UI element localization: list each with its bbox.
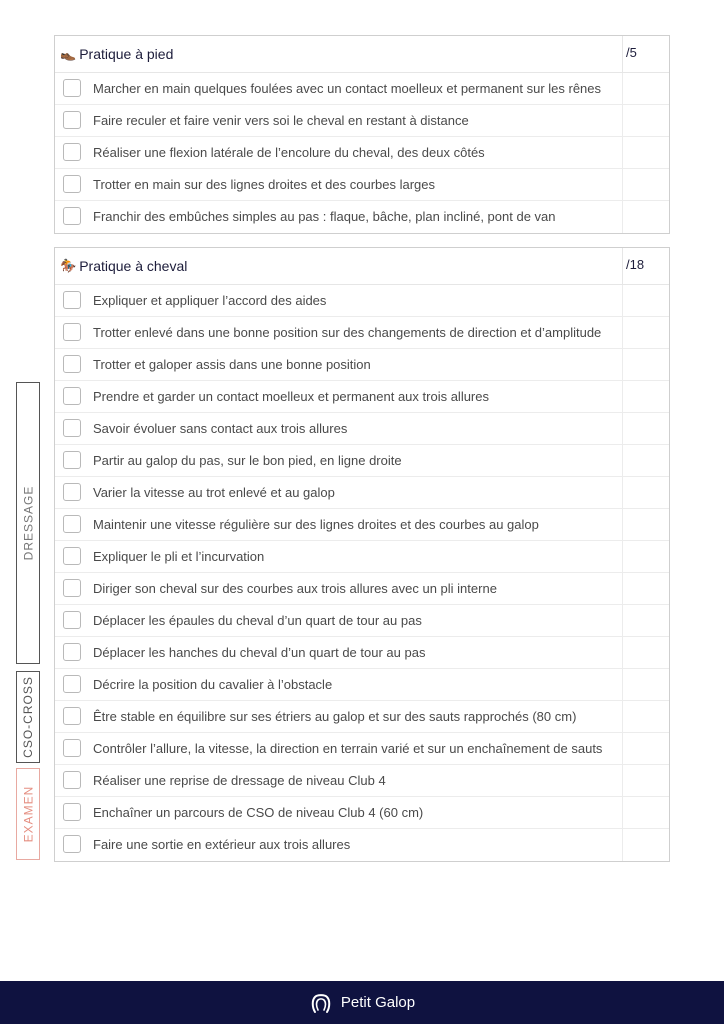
checklist bbox=[55, 73, 669, 233]
tab-examen[interactable] bbox=[16, 768, 40, 860]
score-cell bbox=[622, 573, 669, 604]
checklist-item bbox=[55, 317, 669, 349]
checklist-item bbox=[55, 201, 669, 233]
checklist-item bbox=[55, 73, 669, 105]
section-header bbox=[55, 36, 669, 73]
boot-icon: 👞 bbox=[60, 46, 77, 61]
item-checkbox[interactable] bbox=[63, 515, 81, 533]
section-score: /18 bbox=[622, 248, 669, 284]
item-checkbox[interactable] bbox=[63, 451, 81, 469]
item-label: Décrire la position du cavalier à l’obstacle bbox=[93, 677, 333, 692]
score-cell bbox=[622, 285, 669, 316]
item-label: Savoir évoluer sans contact aux trois allures bbox=[93, 421, 348, 436]
tab-label: CSO-CROSS bbox=[21, 676, 35, 758]
item-label: Maintenir une vitesse régulière sur des lignes droites et des courbes au galop bbox=[93, 517, 539, 532]
item-label: Trotter et galoper assis dans une bonne position bbox=[93, 357, 371, 372]
checklist-item bbox=[55, 105, 669, 137]
score-cell bbox=[622, 105, 669, 136]
item-label: Marcher en main quelques foulées avec un contact moelleux et permanent sur les rênes bbox=[93, 81, 602, 96]
section-pratique-a-cheval bbox=[54, 247, 670, 862]
checklist-item bbox=[55, 637, 669, 669]
checklist-item bbox=[55, 669, 669, 701]
item-checkbox[interactable] bbox=[63, 771, 81, 789]
score-cell bbox=[622, 349, 669, 380]
section-title: Pratique à cheval bbox=[79, 258, 188, 274]
item-checkbox[interactable] bbox=[63, 707, 81, 725]
item-checkbox[interactable] bbox=[63, 419, 81, 437]
tab-label: EXAMEN bbox=[21, 785, 35, 843]
section-pratique-a-pied bbox=[54, 35, 670, 234]
item-checkbox[interactable] bbox=[63, 355, 81, 373]
horseshoe-icon bbox=[309, 991, 333, 1015]
score-cell bbox=[622, 169, 669, 200]
item-checkbox[interactable] bbox=[63, 611, 81, 629]
score-cell bbox=[622, 733, 669, 764]
score-cell bbox=[622, 413, 669, 444]
footer bbox=[0, 981, 724, 1024]
score-cell bbox=[622, 541, 669, 572]
checklist-item bbox=[55, 349, 669, 381]
item-label: Partir au galop du pas, sur le bon pied, en ligne droite bbox=[93, 453, 402, 468]
item-label: Réaliser une flexion latérale de l’encolure du cheval, des deux côtés bbox=[93, 145, 485, 160]
item-label: Expliquer et appliquer l’accord des aides bbox=[93, 293, 327, 308]
checklist-item bbox=[55, 285, 669, 317]
item-checkbox[interactable] bbox=[63, 579, 81, 597]
score-cell bbox=[622, 797, 669, 828]
checklist-item bbox=[55, 509, 669, 541]
score-cell bbox=[622, 669, 669, 700]
item-label: Déplacer les hanches du cheval d’un quart de tour au pas bbox=[93, 645, 426, 660]
item-label: Faire une sortie en extérieur aux trois allures bbox=[93, 837, 351, 852]
item-label: Trotter en main sur des lignes droites et des courbes larges bbox=[93, 177, 436, 192]
horse-rider-icon: 🏇 bbox=[60, 258, 77, 273]
item-label: Trotter enlevé dans une bonne position sur des changements de direction et d’amplitude bbox=[93, 325, 602, 340]
item-checkbox[interactable] bbox=[63, 143, 81, 161]
checklist-item bbox=[55, 381, 669, 413]
item-checkbox[interactable] bbox=[63, 323, 81, 341]
item-checkbox[interactable] bbox=[63, 387, 81, 405]
item-checkbox[interactable] bbox=[63, 291, 81, 309]
score-cell bbox=[622, 509, 669, 540]
checklist-item bbox=[55, 445, 669, 477]
score-cell bbox=[622, 605, 669, 636]
item-checkbox[interactable] bbox=[63, 643, 81, 661]
item-label: Déplacer les épaules du cheval d’un quart de tour au pas bbox=[93, 613, 422, 628]
section-score: /5 bbox=[622, 36, 669, 72]
score-cell bbox=[622, 137, 669, 168]
checklist-item bbox=[55, 413, 669, 445]
item-checkbox[interactable] bbox=[63, 547, 81, 565]
item-checkbox[interactable] bbox=[63, 803, 81, 821]
item-checkbox[interactable] bbox=[63, 675, 81, 693]
checklist-item bbox=[55, 701, 669, 733]
item-label: Faire reculer et faire venir vers soi le cheval en restant à distance bbox=[93, 113, 469, 128]
checklist-item bbox=[55, 765, 669, 797]
score-cell bbox=[622, 445, 669, 476]
item-checkbox[interactable] bbox=[63, 79, 81, 97]
checklist-item bbox=[55, 797, 669, 829]
tab-label: DRESSAGE bbox=[21, 485, 35, 561]
score-cell bbox=[622, 701, 669, 732]
score-cell bbox=[622, 201, 669, 233]
checklist-item bbox=[55, 605, 669, 637]
score-cell bbox=[622, 829, 669, 861]
item-label: Réaliser une reprise de dressage de niveau Club 4 bbox=[93, 773, 386, 788]
brand-name: Petit Galop bbox=[340, 994, 416, 1011]
section-header bbox=[55, 248, 669, 285]
checklist-item bbox=[55, 541, 669, 573]
checklist-item bbox=[55, 829, 669, 861]
item-checkbox[interactable] bbox=[63, 111, 81, 129]
checklist-item bbox=[55, 733, 669, 765]
score-cell bbox=[622, 381, 669, 412]
item-checkbox[interactable] bbox=[63, 175, 81, 193]
item-checkbox[interactable] bbox=[63, 739, 81, 757]
score-cell bbox=[622, 477, 669, 508]
item-label: Enchaîner un parcours de CSO de niveau Club 4 (60 cm) bbox=[93, 805, 424, 820]
item-label: Diriger son cheval sur des courbes aux trois allures avec un pli interne bbox=[93, 581, 497, 596]
score-cell bbox=[622, 637, 669, 668]
item-label: Contrôler l’allure, la vitesse, la direction en terrain varié et sur un enchaînement de sauts bbox=[93, 741, 603, 756]
item-label: Être stable en équilibre sur ses étriers au galop et sur des sauts rapprochés (80 cm) bbox=[93, 709, 577, 724]
tab-cso-cross[interactable] bbox=[16, 671, 40, 763]
item-checkbox[interactable] bbox=[63, 483, 81, 501]
tab-dressage[interactable] bbox=[16, 382, 40, 664]
checklist-item bbox=[55, 477, 669, 509]
score-cell bbox=[622, 317, 669, 348]
score-cell bbox=[622, 73, 669, 104]
checklist-item bbox=[55, 169, 669, 201]
checklist bbox=[55, 285, 669, 861]
item-label: Varier la vitesse au trot enlevé et au galop bbox=[93, 485, 335, 500]
checklist-item bbox=[55, 573, 669, 605]
item-checkbox[interactable] bbox=[63, 207, 81, 225]
checklist-item bbox=[55, 137, 669, 169]
score-cell bbox=[622, 765, 669, 796]
item-checkbox[interactable] bbox=[63, 835, 81, 853]
item-label: Prendre et garder un contact moelleux et permanent aux trois allures bbox=[93, 389, 489, 404]
item-label: Expliquer le pli et l’incurvation bbox=[93, 549, 265, 564]
item-label: Franchir des embûches simples au pas : flaque, bâche, plan incliné, pont de van bbox=[93, 209, 556, 224]
section-title: Pratique à pied bbox=[79, 46, 174, 62]
